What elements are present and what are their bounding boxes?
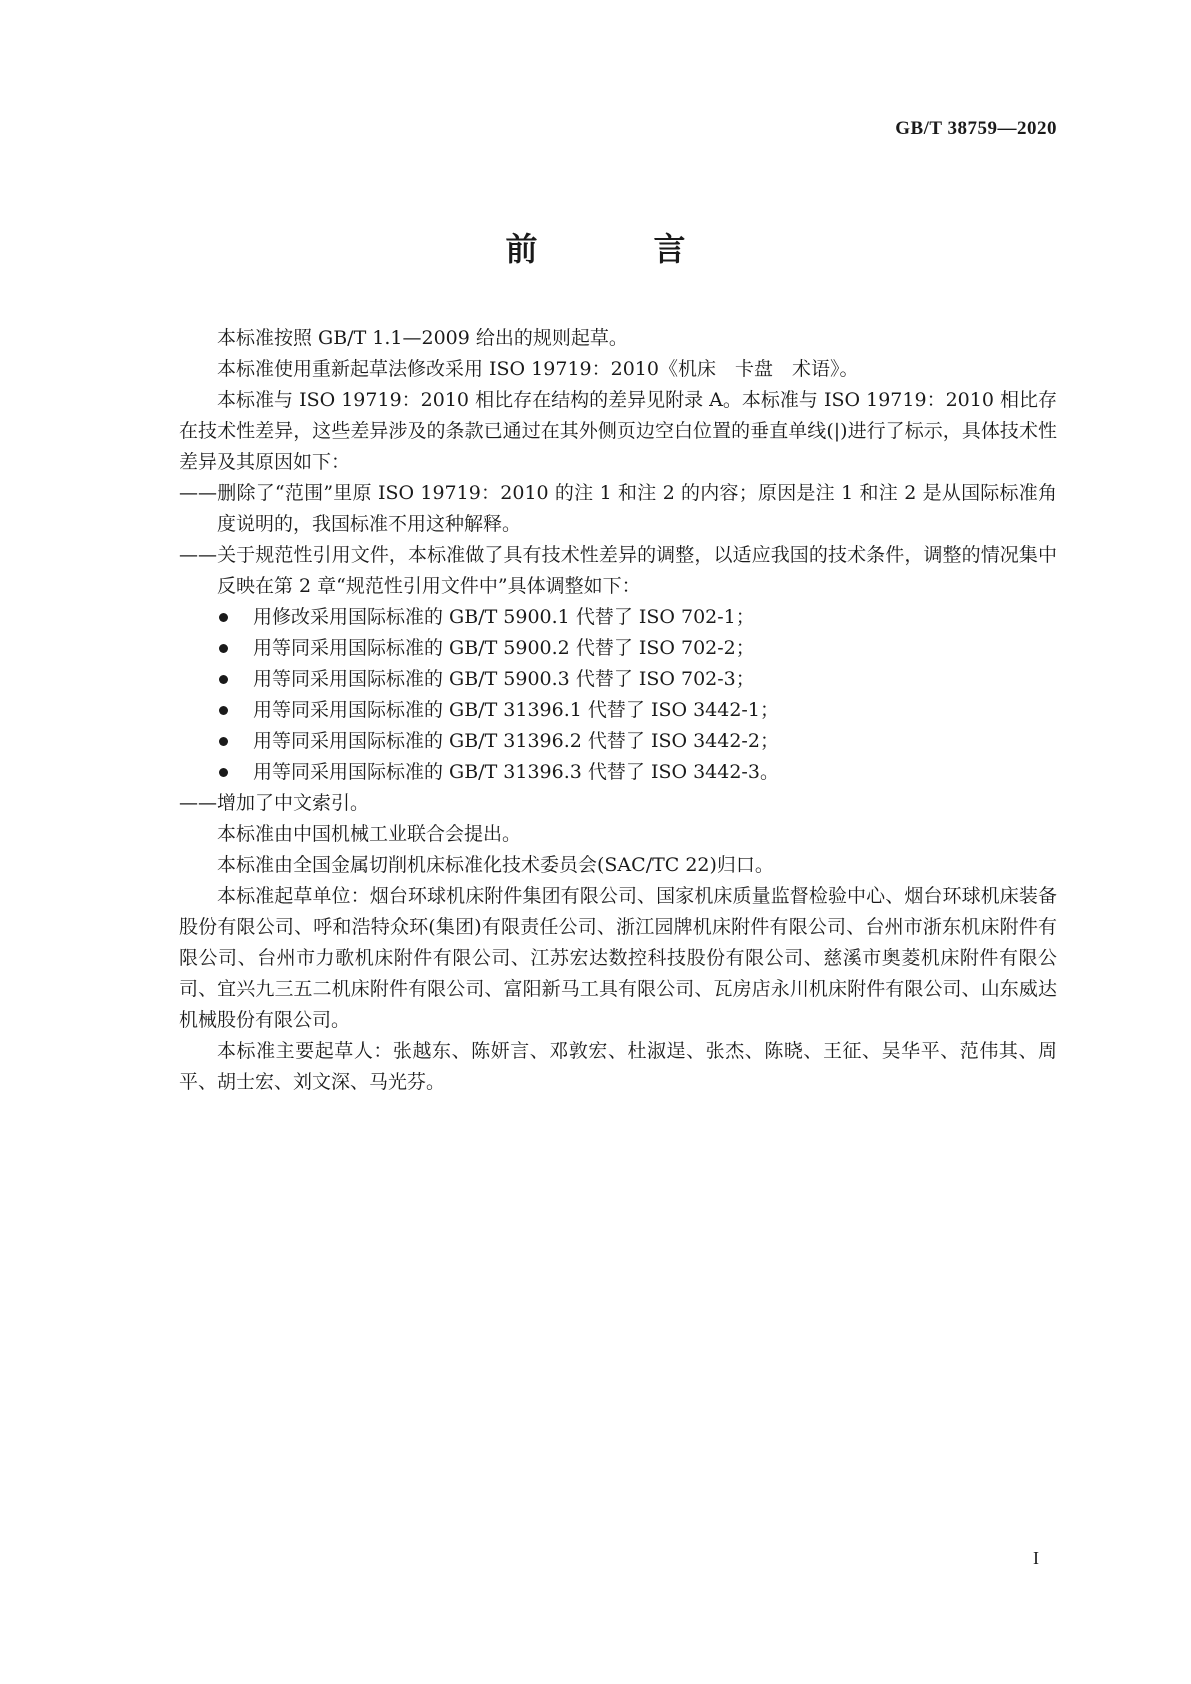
bullet-icon xyxy=(219,737,228,746)
bullet-icon xyxy=(219,644,228,653)
bullet-icon xyxy=(219,768,228,777)
list-item-text: 用等同采用国际标准的 GB/T 5900.3 代替了 ISO 702-3； xyxy=(253,668,755,690)
list-item-text: 用修改采用国际标准的 GB/T 5900.1 代替了 ISO 702-1； xyxy=(253,606,755,628)
dash-item-references xyxy=(179,540,1057,602)
dash-item-index xyxy=(179,788,1057,819)
list-item-text: 用等同采用国际标准的 GB/T 5900.2 代替了 ISO 702-2； xyxy=(253,637,755,659)
dash-mark: —— xyxy=(179,792,217,814)
bullet-icon xyxy=(219,706,228,715)
list-item-text: 用等同采用国际标准的 GB/T 31396.3 代替了 ISO 3442-3。 xyxy=(253,761,779,783)
list-item xyxy=(219,633,1057,664)
dash-mark: —— xyxy=(179,482,217,504)
foreword-body xyxy=(179,323,1057,1098)
dash-mark: —— xyxy=(179,544,217,566)
list-item xyxy=(219,726,1057,757)
list-item-text: 用等同采用国际标准的 GB/T 31396.2 代替了 ISO 3442-2； xyxy=(253,730,779,752)
paragraph-proposer: 本标准由中国机械工业联合会提出。 xyxy=(217,823,522,845)
reference-bullet-list xyxy=(179,602,1057,788)
dash-item-text: 增加了中文索引。 xyxy=(217,792,370,814)
page-number: I xyxy=(1033,1548,1039,1568)
paragraph-drafting-rules: 本标准按照 GB/T 1.1—2009 给出的规则起草。 xyxy=(217,327,628,349)
list-item-text: 用等同采用国际标准的 GB/T 31396.1 代替了 ISO 3442-1； xyxy=(253,699,779,721)
paragraph-differences: 本标准与 ISO 19719：2010 相比存在结构的差异见附录 A。本标准与 ISO 19719：2010 相比存在技术性差异，这些差异涉及的条款已通过在其外侧页边空白位置的垂直单线(|)进行了标示，具体技术性差异及其原因如下： xyxy=(179,389,1057,473)
dash-item-text: 删除了“范围”里原 ISO 19719：2010 的注 1 和注 2 的内容；原因是注 1 和注 2 是从国际标准角度说明的，我国标准不用这种解释。 xyxy=(217,482,1057,535)
paragraph-committee: 本标准由全国金属切削机床标准化技术委员会(SAC/TC 22)归口。 xyxy=(217,854,774,876)
standard-code: GB/T 38759—2020 xyxy=(895,118,1057,139)
list-item xyxy=(219,664,1057,695)
paragraph-drafters: 本标准主要起草人：张越东、陈妍言、邓敦宏、杜淑逞、张杰、陈晓、王征、吴华平、范伟其、周平、胡士宏、刘文深、马光芬。 xyxy=(179,1040,1057,1093)
list-item xyxy=(219,695,1057,726)
list-item xyxy=(219,757,1057,788)
page-title: 前 言 xyxy=(505,230,728,268)
paragraph-drafting-units: 本标准起草单位：烟台环球机床附件集团有限公司、国家机床质量监督检验中心、烟台环球机床装备股份有限公司、呼和浩特众环(集团)有限责任公司、浙江园牌机床附件有限公司、台州市浙东机床附件有限公司、台州市力歌机床附件有限公司、江苏宏达数控科技股份有限公司、慈溪市奥菱机床附件有限公司、宜兴九三五二机床附件有限公司、富阳新马工具有限公司、瓦房店永川机床附件有限公司、山东威达机械股份有限公司。 xyxy=(179,885,1057,1031)
dash-item-text: 关于规范性引用文件，本标准做了具有技术性差异的调整，以适应我国的技术条件，调整的情况集中反映在第 2 章“规范性引用文件中”具体调整如下： xyxy=(217,544,1057,597)
bullet-icon xyxy=(219,675,228,684)
paragraph-adoption: 本标准使用重新起草法修改采用 ISO 19719：2010《机床 卡盘 术语》。 xyxy=(217,358,859,380)
list-item xyxy=(219,602,1057,633)
bullet-icon xyxy=(219,613,228,622)
dash-item-scope xyxy=(179,478,1057,540)
